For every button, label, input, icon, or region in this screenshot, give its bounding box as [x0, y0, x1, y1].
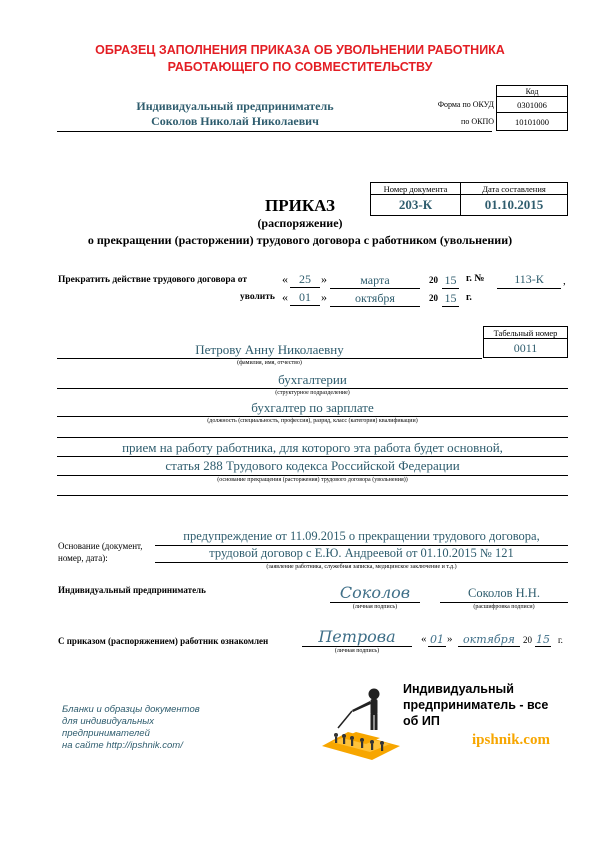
order-title: ПРИКАЗ: [265, 196, 335, 215]
quote-close-2: »: [321, 290, 327, 304]
logo-figure-icon: [312, 680, 404, 760]
basis-label-1: Основание (документ,: [58, 541, 143, 551]
basis-label: [58, 540, 143, 564]
basis-label-2: номер, дата):: [58, 553, 108, 563]
doc-date: 01.10.2015: [484, 197, 544, 212]
contract-year-prefix: 20: [429, 275, 438, 285]
doc-number-label: Номер документа: [383, 183, 448, 194]
footer-note-4: на сайте http://ipshnik.com/: [62, 740, 183, 751]
signature-label: Индивидуальный предприниматель: [58, 585, 206, 595]
employee-name: Петрову Анну Николаевну: [195, 342, 344, 357]
footer-note: [62, 704, 200, 752]
dismiss-year: 15: [444, 291, 457, 305]
footer-site-link[interactable]: ipshnik.com: [472, 732, 550, 748]
okud-cell: [496, 96, 568, 113]
page-title: [40, 42, 560, 76]
order-subtitle: (распоряжение): [257, 216, 343, 230]
doc-date-label: Дата составления: [482, 183, 546, 194]
okud-label: Форма по ОКУД: [437, 100, 494, 109]
promo-line-1: Индивидуальный: [403, 682, 514, 696]
acknowledge-year-prefix: 20: [523, 635, 532, 645]
contract-month: марта: [360, 273, 390, 287]
basis-line-1: предупреждение от 11.09.2015 о прекращении трудового договора,: [183, 529, 540, 543]
tab-number: 0011: [513, 340, 538, 355]
okpo-value: 10101000: [515, 116, 549, 127]
dismiss-day: 01: [299, 290, 311, 304]
promo-line-3: об ИП: [403, 714, 440, 728]
signature-decoded: Соколов Н.Н.: [468, 586, 540, 600]
employer-line-2: Соколов Николай Николаевич: [151, 114, 319, 128]
acknowledge-label: С приказом (распоряжением) работник ознакомлен: [58, 636, 269, 646]
title-line-2: РАБОТАЮЩЕГО ПО СОВМЕСТИТЕЛЬСТВУ: [167, 60, 433, 74]
doc-number: 203-К: [398, 197, 433, 212]
signature-sign-caption: (личная подпись): [352, 604, 398, 610]
contract-year: 15: [444, 273, 457, 287]
grounds-line-1: прием на работу работника, для которого эта работа будет основной,: [122, 440, 503, 455]
basis-caption: (заявление работника, служебная записка, медицинское заключение и т.д.): [266, 564, 457, 570]
grounds-caption: (основание прекращения (расторжения) трудового договора (увольнения)): [217, 477, 408, 483]
doc-number-cell: [370, 194, 461, 216]
footer-note-1: Бланки и образцы документов: [62, 704, 200, 715]
footer-note-3: предпринимателей: [62, 728, 150, 739]
okud-value: 0301006: [517, 99, 547, 110]
promo-line-2: предприниматель - все: [403, 698, 549, 712]
signature-sign: Соколов: [339, 583, 411, 602]
dismiss-year-suffix: г.: [466, 292, 472, 303]
dismiss-year-prefix: 20: [429, 293, 438, 303]
okpo-label: по ОКПО: [461, 117, 494, 126]
department-caption: (структурное подразделение): [275, 390, 350, 396]
contract-label: Прекратить действие трудового договора от: [58, 275, 248, 285]
footer-note-2: для индивидуальных: [62, 716, 155, 727]
acknowledge-sign-caption: (личная подпись): [334, 648, 380, 654]
employer-name: [90, 99, 380, 129]
ack-quote-close: »: [447, 633, 453, 645]
order-heading: о прекращении (расторжении) трудового договора с работником (увольнении): [87, 233, 513, 247]
acknowledge-month: октября: [463, 633, 515, 646]
signature-decoded-caption: (расшифровка подписи): [473, 604, 535, 610]
title-line-1: ОБРАЗЕЦ ЗАПОЛНЕНИЯ ПРИКАЗА ОБ УВОЛЬНЕНИИ РАБОТНИКА: [95, 43, 505, 57]
employee-name-caption: (фамилия, имя, отчество): [237, 360, 302, 366]
dismiss-month: октября: [355, 291, 395, 305]
position: бухгалтер по зарплате: [251, 400, 374, 415]
comma: ,: [563, 275, 566, 287]
footer-promo: [403, 681, 548, 729]
code-header: Код: [525, 86, 539, 96]
department: бухгалтерии: [278, 372, 347, 387]
ack-quote-open: «: [421, 633, 427, 645]
contract-number: 113-К: [514, 272, 544, 286]
employer-underline: [57, 131, 492, 132]
tab-number-cell: [483, 338, 568, 358]
quote-close-1: »: [321, 272, 327, 286]
basis-line-2: трудовой договор с Е.Ю. Андреевой от 01.10.2015 № 121: [209, 546, 514, 560]
grounds-line-2: статья 288 Трудового кодекса Российской Федерации: [165, 458, 460, 473]
doc-date-cell: [460, 194, 568, 216]
acknowledge-year: 15: [536, 633, 550, 646]
position-caption: (должность (специальность, профессия), разряд, класс (категория) квалификации): [207, 418, 418, 424]
acknowledge-sign: Петрова: [318, 627, 396, 646]
contract-year-suffix: г. №: [466, 273, 485, 284]
acknowledge-year-suffix: г.: [558, 635, 563, 645]
okpo-cell: [496, 112, 568, 131]
acknowledge-day: 01: [430, 633, 444, 646]
tab-number-label: Табельный номер: [493, 327, 558, 338]
dismiss-label: уволить: [240, 292, 275, 302]
quote-open-1: «: [282, 272, 288, 286]
quote-open-2: «: [282, 290, 288, 304]
contract-day: 25: [299, 272, 311, 286]
employer-line-1: Индивидуальный предприниматель: [136, 99, 334, 113]
